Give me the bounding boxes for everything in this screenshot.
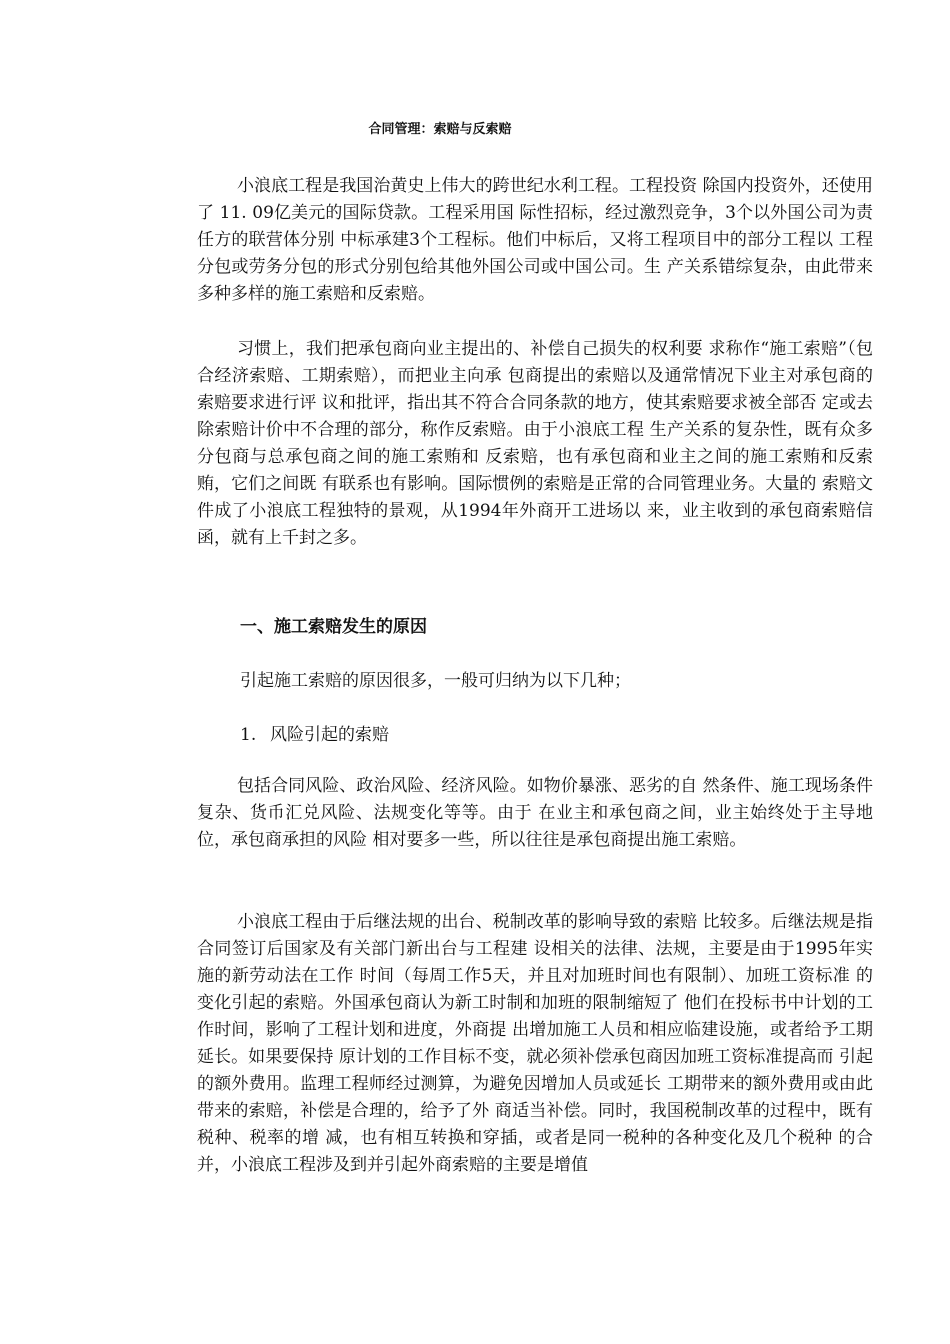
section-heading-causes: 一、施工索赔发生的原因 [240, 617, 427, 637]
paragraph-xiaolangdi-claims: 小浪底工程由于后继法规的出台、税制改革的影响导致的索赔 比较多。后继法规是指合同签订后国家及有关部门新出台与工程建 设相关的法律、法规，主要是由于1995年实施的新劳动法在工作 时间（每周工作5天，并且对加班时间也有限制）、加班工资标准 的变化引起的索赔。外国承包商认为新工时制和加班的限制缩短了 他们在投标书中计划的工作时间，影响了工程计划和进度，外商提 出增加施工人员和相应临建设施，或者给予工期延长。如果要保持 原计划的工作目标不变，就必须补偿承包商因加班工资标准提高而 引起的额外费用。监理工程师经过测算，为避免因增加人员或延长 工期带来的额外费用或由此带来的索赔，补偿是合理的，给予了外 商适当补偿。同时，我国税制改革的过程中，既有税种、税率的增 减，也有相互转换和穿插，或者是同一税种的各种变化及几个税种 的合并，小浪底工程涉及到并引起外商索赔的主要是增值 [197, 912, 873, 1175]
paragraph-claim-definition: 习惯上，我们把承包商向业主提出的、补偿自己损失的权利要 求称作“施工索赔”（包合经济索赔、工期索赔），而把业主向承 包商提出的索赔以及通常情况下业主对承包商的索赔要求进行评 议和批评，指出其不符合合同条款的地方，使其索赔要求被全部否 定或去除索赔计价中不合理的部分，称作反索赔。由于小浪底工程 生产关系的复杂性，既有众多分包商与总承包商之间的施工索贿和 反索赔，也有承包商和业主之间的施工索贿和反索贿，它们之间既 有联系也有影响。国际惯例的索赔是正常的合同管理业务。大量的 索赔文件成了小浪底工程独特的景观，从1994年外商开工进场以 来，业主收到的承包商索赔信函，就有上千封之多。 [197, 339, 873, 548]
paragraph-project-overview: 小浪底工程是我国治黄史上伟大的跨世纪水利工程。工程投资 除国内投资外，还使用了 11. 09亿美元的国际贷款。工程采用国 际性招标，经过激烈竞争，3个以外国公司为责任方的联营体分别 中标承建3个工程标。他们中标后，又将工程项目中的部分工程以 工程分包或劳务分包的形式分别包给其他外国公司或中国公司。生 产关系错综复杂，由此带来多种多样的施工索赔和反索赔。 [197, 176, 873, 304]
list-item-number: 1. [240, 725, 257, 745]
paragraph-risk-detail: 包括合同风险、政治风险、经济风险。如物价暴涨、恶劣的自 然条件、施工现场条件复杂、货币汇兑风险、法规变化等等。由于 在业主和承包商之间，业主始终处于主导地位，承包商承担的风险 相对要多一些，所以往往是承包商提出施工索赔。 [197, 776, 873, 850]
document-title: 合同管理：索赔与反索赔 [368, 122, 512, 137]
causes-intro-text: 引起施工索赔的原因很多，一般可归纳为以下几种； [240, 671, 631, 691]
list-item-risk [240, 720, 389, 745]
list-item-label: 风险引起的索赔 [270, 725, 389, 745]
